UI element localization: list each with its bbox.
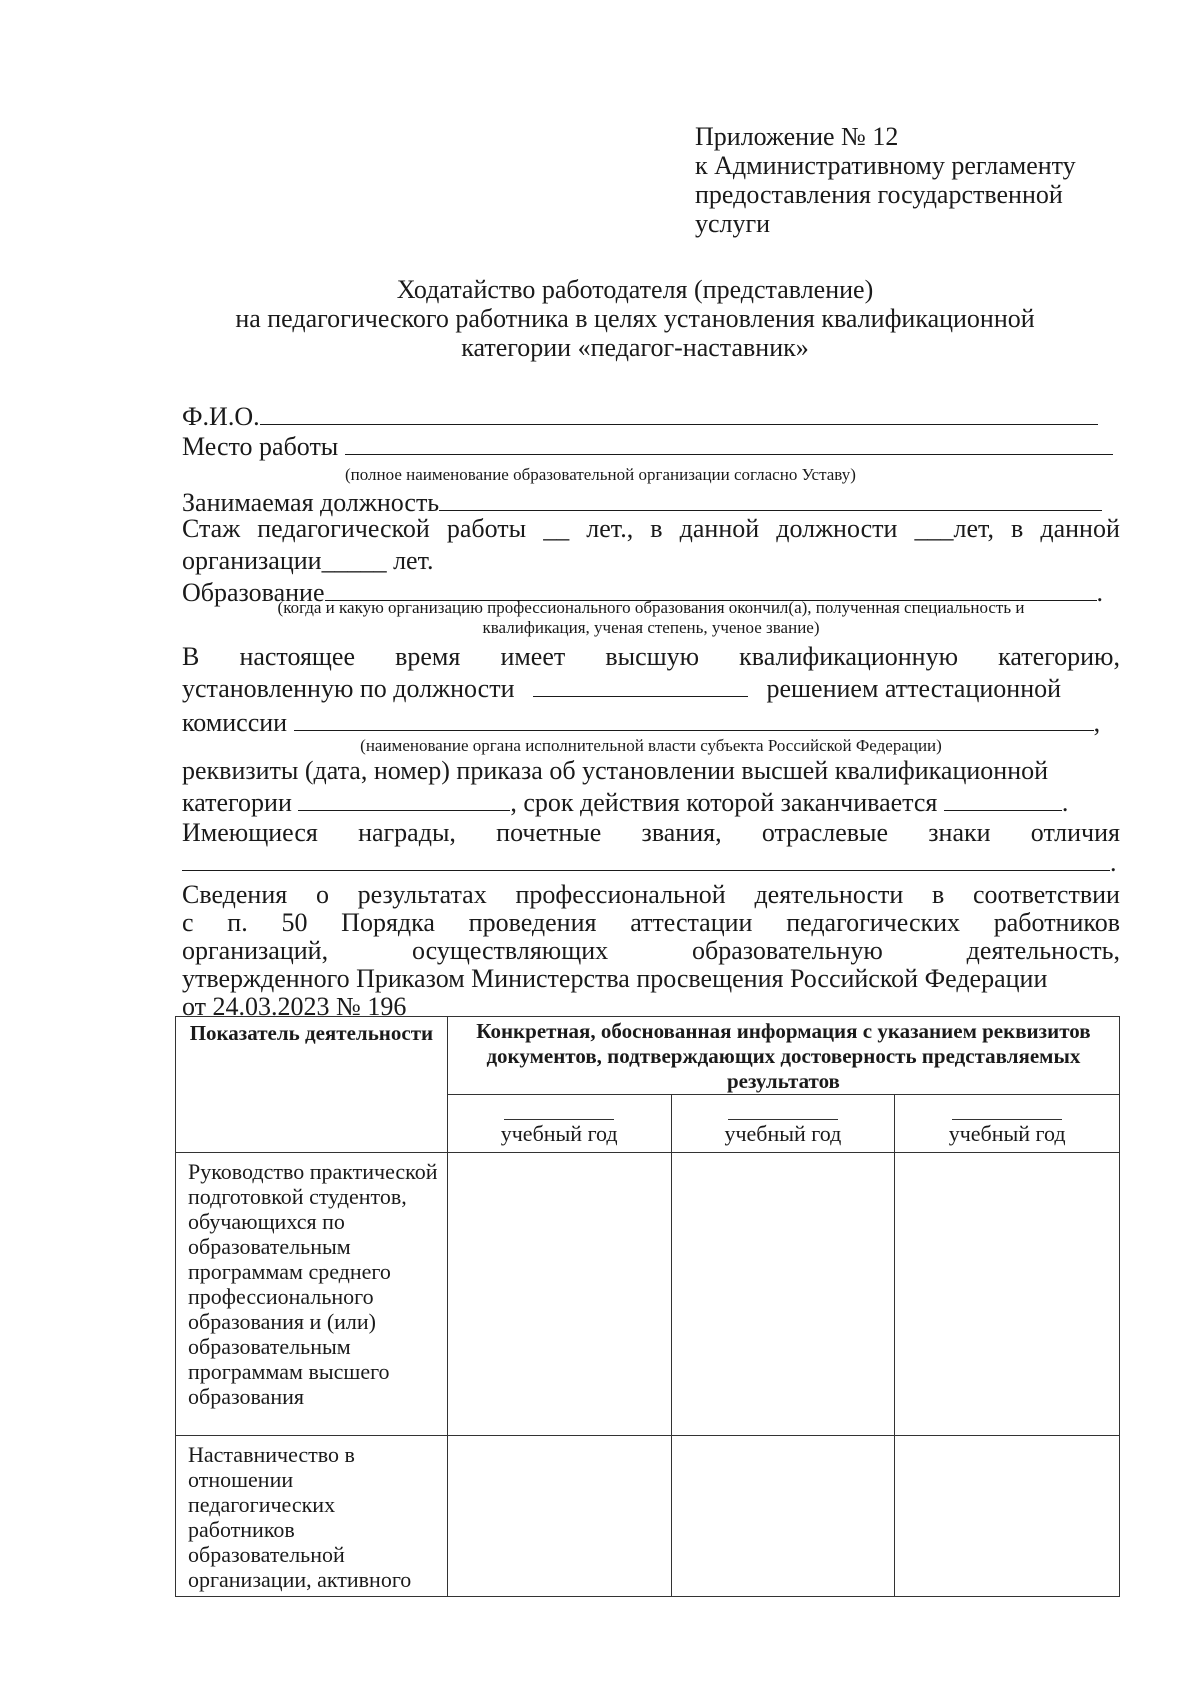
word: лет., [586,514,634,543]
category-row [182,642,1120,672]
commission-row: комиссии , [182,708,1101,737]
year-3-label: учебный год [948,1121,1066,1146]
experience-row-2: организации_____ лет. [182,546,434,575]
year-2-field[interactable] [728,1109,838,1120]
word: имеет [500,642,566,671]
workplace-field[interactable] [345,432,1113,455]
expiry-field[interactable] [944,788,1062,811]
word: награды, [358,818,456,847]
word: квалификационную [739,642,959,671]
word: знаки [928,818,991,847]
commission-field[interactable] [294,708,1094,731]
education-hint-1: (когда и какую организацию профессионального образования окончил(а), полученная специальность и [277,598,1025,617]
category-row-2 [182,674,1120,704]
document-title [150,275,1120,362]
results-line-3 [182,936,1120,966]
results-line-5: от 24.03.2023 № 196 [182,992,407,1021]
word: проведения [468,908,597,937]
word: Сведения [182,880,288,909]
col-header-indicator: Показатель деятельности [176,1017,448,1153]
year-2-label: учебный год [724,1121,842,1146]
category-position-field[interactable] [533,674,748,697]
info-cell[interactable] [671,1153,895,1436]
word: __ [543,514,570,543]
fio-field[interactable] [260,402,1098,425]
word: в [932,880,945,909]
results-line-4: утвержденного Приказом Министерства просвещения Российской Федерации [182,964,1048,993]
awards-row-2: . [182,848,1117,878]
awards-row [182,818,1120,848]
category-order-row: категории , срок действия которой заканчивается . [182,788,1069,817]
word: деятельности [754,880,904,909]
category-order-field[interactable] [298,788,510,811]
word: высшую [605,642,700,671]
workplace-row [182,432,1113,462]
year-3-field[interactable] [952,1109,1062,1120]
title-line-2: на педагогического работника в целях установления квалификационной [235,304,1035,333]
word: педагогических [786,908,961,937]
table-row [176,1436,1120,1597]
commission-label: комиссии [182,708,288,737]
word: Стаж [182,514,241,543]
info-cell[interactable] [447,1153,671,1436]
info-cell[interactable] [895,1153,1120,1436]
indicator-cell: Наставничество в отношении педагогических работников образовательной организации, активного [188,1442,412,1592]
appendix-line-1: Приложение № 12 [695,122,899,151]
word: профессиональной [515,880,726,909]
activity-table [175,1016,1120,1597]
word: данной [1040,514,1120,543]
word: п. [227,908,248,937]
workplace-label: Место работы [182,432,339,461]
word: о [315,880,329,909]
year-column-2 [671,1095,895,1153]
appendix-line-2: к Административному регламенту [695,151,1076,180]
fio-label: Ф.И.О. [182,402,260,431]
fio-row [182,402,1098,432]
position-label: Занимаемая должность [182,488,440,517]
word: осуществляющих [411,936,609,965]
word: соответствии [973,880,1120,909]
results-line-1 [182,880,1120,910]
word: отраслевые [761,818,889,847]
word: настоящее [239,642,356,671]
appendix-line-3: предоставления государственной [695,180,1063,209]
requisites-row: реквизиты (дата, номер) приказа об установлении высшей квалификационной [182,756,1049,785]
category-decision-label: решением аттестационной [766,674,1062,703]
word: в [1011,514,1024,543]
year-1-field[interactable] [504,1109,614,1120]
word: Имеющиеся [182,818,318,847]
word: должности [776,514,898,543]
workplace-hint: (полное наименование образовательной организации согласно Уставу) [345,465,856,484]
results-line-2 [182,908,1120,938]
education-label: Образование [182,578,325,607]
word: В [182,642,200,671]
info-cell[interactable] [447,1436,671,1597]
education-row: Образование . [182,578,1104,607]
word: время [395,642,461,671]
year-column-1 [447,1095,671,1153]
word: педагогической [257,514,430,543]
year-1-label: учебный год [500,1121,618,1146]
word: данной [679,514,760,543]
word: почетные [496,818,602,847]
word: с [182,908,194,937]
commission-hint: (наименование органа исполнительной власти субъекта Российской Федерации) [360,736,942,755]
year-column-3 [895,1095,1120,1153]
word: ___лет, [914,514,994,543]
word: Порядка [341,908,435,937]
education-hint-2: квалификация, ученая степень, ученое звание) [482,618,820,637]
word: результатах [357,880,487,909]
info-cell[interactable] [895,1436,1120,1597]
word: 50 [281,908,308,937]
category-order-label: категории [182,788,292,817]
expiry-label: , срок действия которой заканчивается [510,788,938,817]
position-field[interactable] [439,488,1102,511]
title-line-3: категории «педагог-наставник» [461,333,809,362]
word: отличия [1030,818,1120,847]
word: работников [993,908,1120,937]
word: категорию, [998,642,1120,671]
word: образовательную [692,936,883,965]
col-header-information: Конкретная, обоснованная информация с указанием реквизитов документов, подтверждающих достоверность представляемых результатов [447,1017,1119,1095]
title-line-1: Ходатайство работодателя (представление) [396,275,874,304]
word: деятельность, [966,936,1120,965]
appendix-block [695,122,1076,238]
word: в [650,514,663,543]
category-position-label: установленную по должности [182,674,515,703]
word: аттестации [630,908,753,937]
indicator-cell: Руководство практической подготовкой студентов, обучающихся по образовательным программам среднего профессионального образования и (или) образовательным программам высшего образования [188,1159,438,1409]
awards-field[interactable] [182,848,1110,871]
experience-row [182,514,1120,544]
info-cell[interactable] [671,1436,895,1597]
word: звания, [641,818,722,847]
word: работы [446,514,527,543]
word: организаций, [182,936,329,965]
appendix-line-4: услуги [695,209,771,238]
table-row [176,1153,1120,1436]
